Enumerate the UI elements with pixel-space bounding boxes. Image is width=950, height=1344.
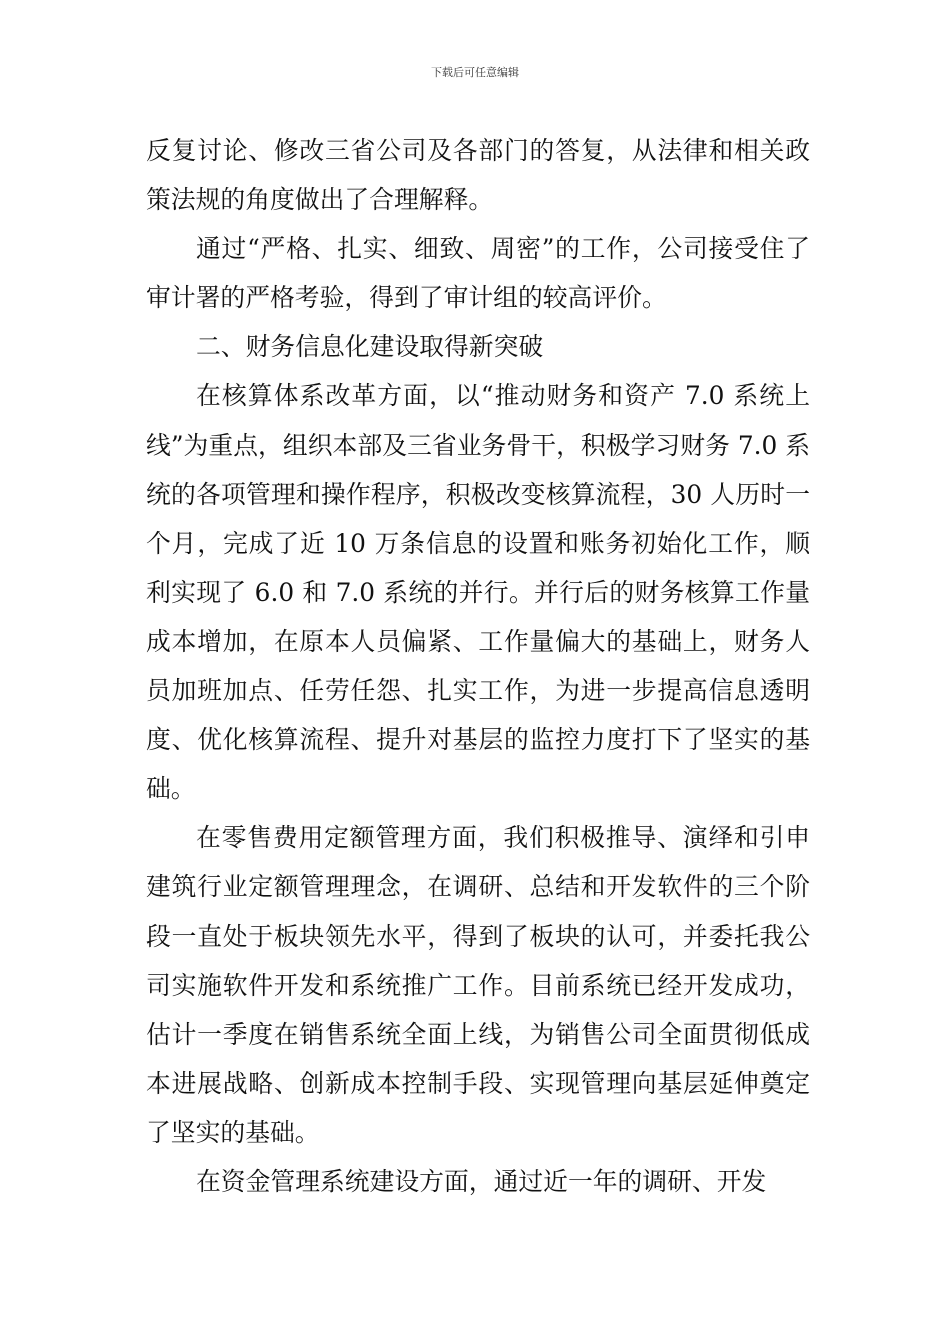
paragraph: 通过“严格、扎实、细致、周密”的工作，公司接受住了审计署的严格考验，得到了审计组的较高评价。 <box>146 234 810 313</box>
page-header: 下载后可任意编辑 <box>431 66 519 79</box>
section-heading: 二、财务信息化建设取得新突破 <box>196 332 544 362</box>
paragraph: 在零售费用定额管理方面，我们积极推导、演绎和引申建筑行业定额管理理念，在调研、总结和开发软件的三个阶段一直处于板块领先水平，得到了板块的认可，并委托我公司实施软件开发和系统推广工作。目前系统已经开发成功，估计一季度在销售系统全面上线，为销售公司全面贯彻低成本进展战略、创新成本控制手段、实现管理向基层延伸奠定了坚实的基础。 <box>146 823 810 1147</box>
paragraph: 在资金管理系统建设方面，通过近一年的调研、开发 <box>196 1166 767 1196</box>
document-body <box>146 126 810 1206</box>
paragraph: 在核算体系改革方面，以“推动财务和资产 7.0 系统上线”为重点，组织本部及三省业务骨干，积极学习财务 7.0 系统的各项管理和操作程序，积极改变核算流程，30 人历时一个月，完成了近 10 万条信息的设置和账务初始化工作，顺利实现了 6.0 和 7.0 系统的并行。并行后的财务核算工作量成本增加，在原本人员偏紧、工作量偏大的基础上，财务人员加班加点、任劳任怨、扎实工作，为进一步提高信息透明度、优化核算流程、提升对基层的监控力度打下了坚实的基础。 <box>146 381 810 804</box>
paragraph: 反复讨论、修改三省公司及各部门的答复，从法律和相关政策法规的角度做出了合理解释。 <box>146 136 810 215</box>
